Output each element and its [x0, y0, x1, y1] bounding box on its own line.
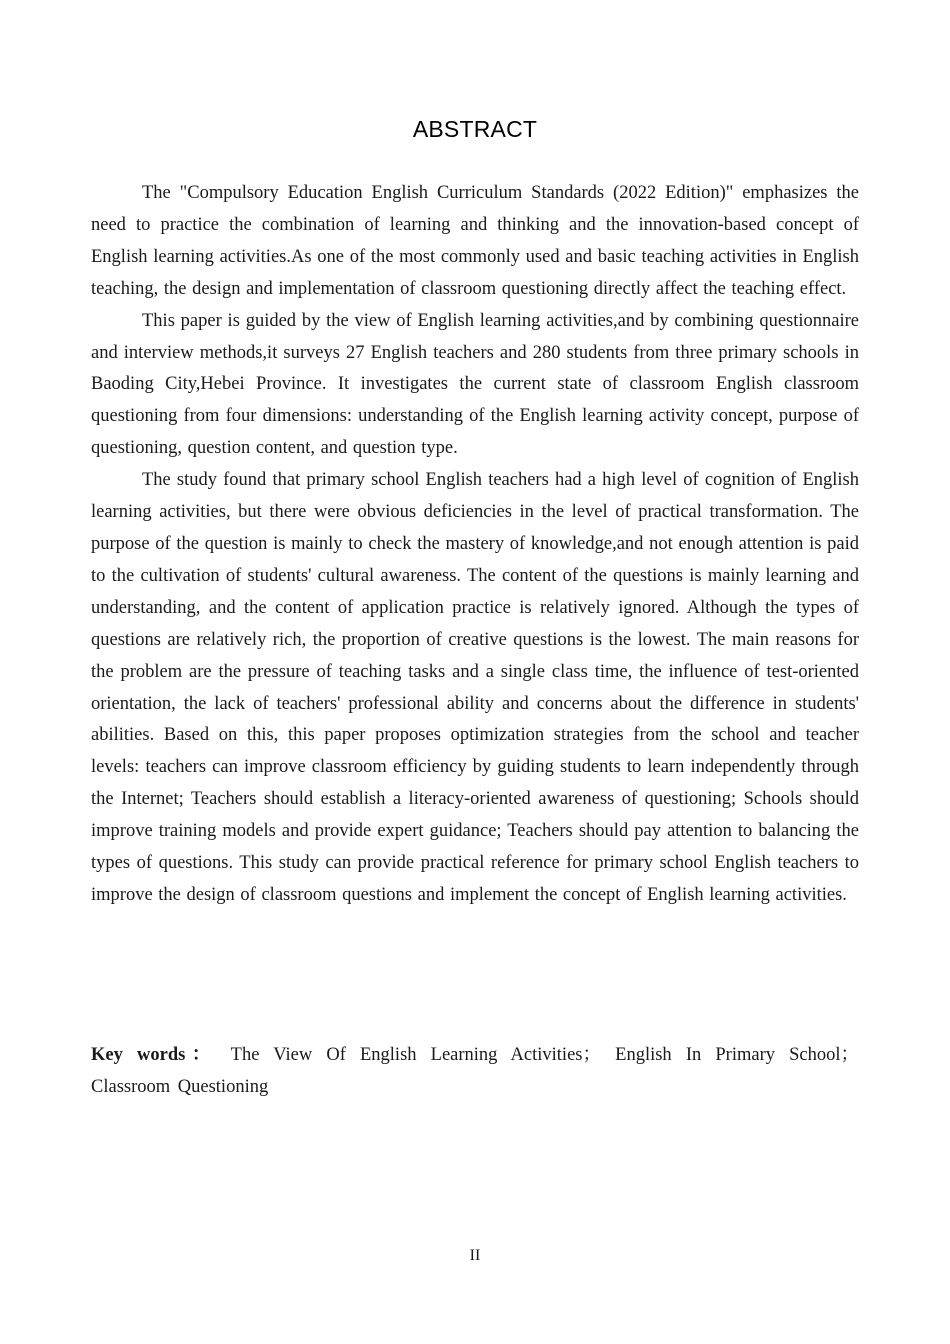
- keyword-item: The View Of English Learning Activities；: [230, 1045, 601, 1065]
- abstract-body: [91, 178, 859, 912]
- keyword-item: English In Primary School；: [615, 1045, 860, 1065]
- keywords-label: Key words：: [91, 1045, 217, 1065]
- abstract-title: ABSTRACT: [412, 116, 538, 142]
- abstract-paragraph-2: This paper is guided by the view of English learning activities,and by combining questionnaire and interview methods,it surveys 27 English teachers and 280 students from three primary schools in Baoding City,Hebei Province. It investigates the current state of classroom English classroom questioning from four dimensions: understanding of the English learning activity concept, purpose of questioning, question content, and question type.: [91, 310, 859, 459]
- abstract-paragraph-3: The study found that primary school English teachers had a high level of cognition of English learning activities, but there were obvious deficiencies in the level of practical transformation. The purpose of the question is mainly to check the mastery of knowledge,and not enough attention is paid to the cultivation of students' cultural awareness. The content of the questions is mainly learning and understanding, and the content of application practice is relatively ignored. Although the types of questions are relatively rich, the proportion of creative questions is the lowest. The main reasons for the problem are the pressure of teaching tasks and a single class time, the influence of test-oriented orientation, the lack of teachers' professional ability and concerns about the difference in students' abilities. Based on this, this paper proposes optimization strategies from the school and teacher levels: teachers can improve classroom efficiency by guiding students to learn independently through the Internet; Teachers should establish a literacy-oriented awareness of questioning; Schools should improve training models and provide expert guidance; Teachers should pay attention to balancing the types of questions. This study can provide practical reference for primary school English teachers to improve the design of classroom questions and implement the concept of English learning activities.: [91, 470, 859, 905]
- keyword-item: Classroom Questioning: [91, 1076, 269, 1097]
- keywords-section: [91, 1040, 859, 1104]
- abstract-paragraph-1: The "Compulsory Education English Curriculum Standards (2022 Edition)" emphasizes the need to practice the combination of learning and thinking and the innovation-based concept of English learning activities.As one of the most commonly used and basic teaching activities in English teaching, the design and implementation of classroom questioning directly affect the teaching effect.: [91, 183, 859, 299]
- page-number: II: [469, 1247, 481, 1264]
